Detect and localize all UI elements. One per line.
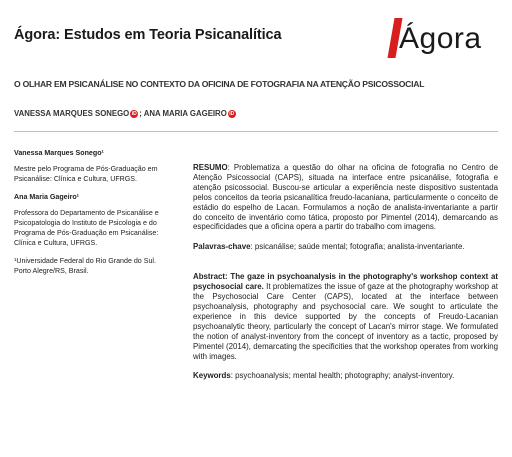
author-name: ANA MARIA GAGEIRO xyxy=(143,109,227,118)
resumo-paragraph xyxy=(193,163,498,232)
resumo-label: RESUMO xyxy=(193,163,228,172)
journal-title: Ágora: Estudos em Teoria Psicanalítica xyxy=(14,27,282,43)
affiliation-text: Professora do Departamento de Psicanálise e Psicopatologia do Instituto de Psicologia e do Programa de Pós-Graduação em Psicanálise: Clínica e Cultura, UFRGS. xyxy=(14,209,159,247)
affiliation-text: ¹Universidade Federal do Rio Grande do Sul. Porto Alegre/RS, Brasil. xyxy=(14,257,156,276)
abstract-title: : The gaze in psychoanalysis in the photography's workshop context at psychosocial care. xyxy=(193,272,498,292)
palavras-chave-paragraph xyxy=(193,242,498,252)
journal-logo xyxy=(389,18,501,60)
header-divider xyxy=(14,131,498,132)
resumo-text: : Problematiza a questão do olhar na oficina de fotografia no Centro de Atenção Psicossocial (CAPS), situada na interface entre psicanálise, fotografia e atenção psicossocial. Buscou-se articular a experiência neste dispositivo sustentada pelos conceitos da teoria psicanalítica freudo-lacaniana, particularmente o conceito de estádio do espelho de Lacan. Formulamos a noção de analista-inventariante a partir do conceito de inventário como tática, proposto por Pimentel (2014), demarcando as especificidades que a oficina opera a partir do trabalho com imagens. xyxy=(193,163,498,232)
author-separator: ; xyxy=(139,109,144,118)
abstract-label: Abstract xyxy=(193,272,226,282)
affiliations-column xyxy=(14,149,164,286)
affiliation-block xyxy=(14,257,164,277)
affiliation-name: Ana Maria Gageiro¹ xyxy=(14,193,80,202)
logo-text: Ágora xyxy=(399,22,482,55)
affiliation-block xyxy=(14,149,164,184)
affiliation-block xyxy=(14,193,164,248)
orcid-icon[interactable]: iD xyxy=(131,111,137,117)
author-line xyxy=(14,109,237,118)
abstract-column xyxy=(193,163,498,391)
palavras-chave-label: Palavras-chave xyxy=(193,242,251,252)
keywords-label: Keywords xyxy=(193,371,231,381)
orcid-icon[interactable]: iD xyxy=(229,111,235,117)
article-title: O OLHAR EM PSICANÁLISE NO CONTEXTO DA OFICINA DE FOTOGRAFIA NA ATENÇÃO PSICOSSOCIAL xyxy=(14,79,425,89)
palavras-chave-text: : psicanálise; saúde mental; fotografia; analista-inventariante. xyxy=(250,242,465,252)
keywords-text: : psychoanalysis; mental health; photography; analyst-inventory. xyxy=(230,371,455,381)
affiliation-name: Vanessa Marques Sonego¹ xyxy=(14,149,104,157)
keywords-paragraph xyxy=(193,371,498,381)
abstract-text: It problematizes the issue of gaze at the photography workshop at the Psychosocial Care Center (CAPS), located at the interface between psychoanalysis, photography and psychosocial care. We sought to articulate the experience in this device supported by the concepts of Freudo-Lacanian psychoanalytic theory, particularly the concept of Lacan's mirror stage. We formulated the notion of analyst-inventory from the concept of inventory as a tactic, proposed by Pimentel (2014), demarcating the specificities that the workshop operates from working with images. xyxy=(193,282,498,361)
affiliation-text: Mestre pelo Programa de Pós-Graduação em Psicanálise: Clínica e Cultura, UFRGS. xyxy=(14,164,158,183)
author-name: VANESSA MARQUES SONEGO xyxy=(14,109,130,118)
abstract-paragraph xyxy=(193,272,498,361)
